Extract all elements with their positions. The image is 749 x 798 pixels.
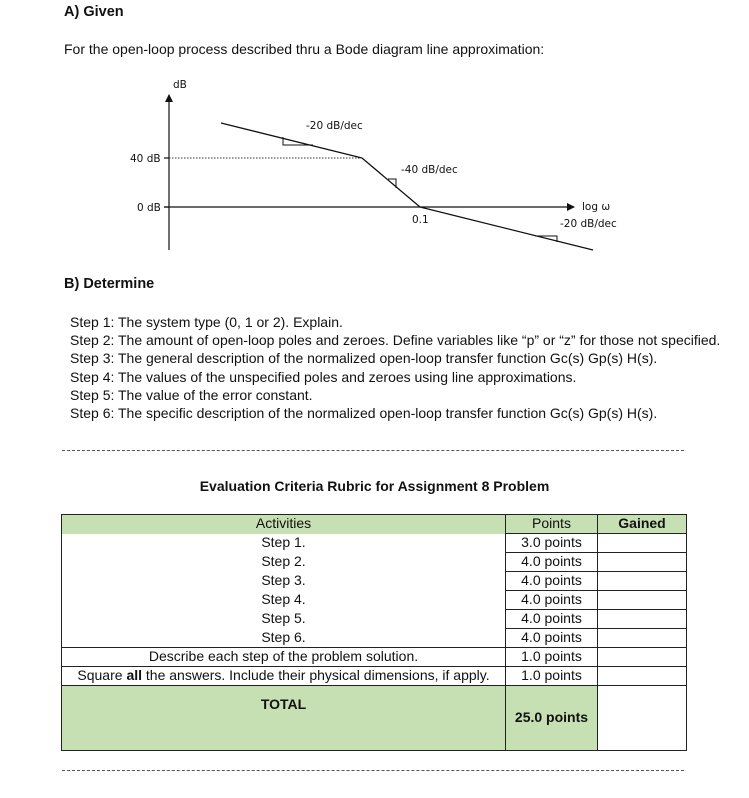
table-row	[62, 553, 687, 572]
gained-cell[interactable]	[598, 591, 687, 610]
gained-cell[interactable]	[598, 610, 687, 629]
points-cell: 4.0 points	[506, 572, 598, 591]
gained-cell[interactable]	[598, 572, 687, 591]
gained-header: Gained	[598, 515, 687, 534]
rubric-title: Evaluation Criteria Rubric for Assignment 8 Problem	[199, 478, 550, 494]
y-axis-label: dB	[173, 79, 187, 91]
table-row	[62, 610, 687, 629]
points-cell: 4.0 points	[506, 553, 598, 572]
gained-cell[interactable]	[598, 553, 687, 572]
activity-cell: Step 3.	[62, 572, 506, 591]
step-item: Step 4: The values of the unspecified poles and zeroes using line approximations.	[70, 368, 577, 385]
step-item: Step 2: The amount of open-loop poles and zeroes. Define variables like “p” or “z” for those not specified.	[70, 332, 721, 349]
total-points: 25.0 points	[506, 686, 598, 751]
table-row	[62, 667, 687, 686]
points-cell: 3.0 points	[506, 534, 598, 553]
x-axis-label: log ω	[582, 201, 611, 213]
step-item: Step 5: The value of the error constant.	[70, 386, 313, 403]
square-suffix: the answers. Include their physical dimensions, if apply.	[142, 667, 490, 684]
points-cell: 4.0 points	[506, 591, 598, 610]
rubric-table	[61, 514, 687, 751]
activity-cell: Step 2.	[62, 553, 506, 572]
freq-tick-label: 0.1	[412, 214, 429, 226]
table-row	[62, 591, 687, 610]
activity-cell: Describe each step of the problem solution.	[62, 648, 506, 667]
step-item: Step 1: The system type (0, 1 or 2). Explain.	[70, 314, 343, 330]
activity-cell: Step 1.	[62, 534, 506, 553]
points-cell: 4.0 points	[506, 610, 598, 629]
bode-diagram	[0, 0, 749, 270]
divider	[62, 450, 684, 451]
steps-list	[70, 313, 720, 422]
gained-cell[interactable]	[598, 667, 687, 686]
step-item: Step 3: The general description of the normalized open-loop transfer function Gc(s) Gp(s) H(s).	[70, 350, 658, 367]
section-b-heading: B) Determine	[64, 276, 155, 292]
points-cell: 1.0 points	[506, 667, 598, 686]
activity-cell: Step 5.	[62, 610, 506, 629]
divider	[62, 770, 684, 771]
total-row	[62, 686, 687, 751]
square-prefix: Square	[77, 667, 127, 684]
total-gained-cell[interactable]	[598, 686, 687, 751]
slope-1-label: -20 dB/dec	[306, 120, 363, 132]
gained-cell[interactable]	[598, 534, 687, 553]
slope-2-label: -40 dB/dec	[401, 164, 458, 176]
square-bold-word: all	[126, 667, 143, 684]
section-a-intro: For the open-loop process described thru a Bode diagram line approximation:	[64, 41, 545, 57]
table-row	[62, 534, 687, 553]
points-cell: 1.0 points	[506, 648, 598, 667]
table-row	[62, 629, 687, 648]
gained-cell[interactable]	[598, 629, 687, 648]
step-item: Step 6: The specific description of the normalized open-loop transfer function Gc(s) Gp(s) H(s).	[70, 405, 658, 422]
slope-3-label: -20 dB/dec	[560, 218, 617, 230]
section-a-heading: A) Given	[64, 4, 124, 20]
points-cell: 4.0 points	[506, 629, 598, 648]
table-row	[62, 648, 687, 667]
table-row	[62, 572, 687, 591]
activity-cell	[62, 667, 506, 686]
rubric-header-row	[62, 515, 687, 534]
activity-cell: Step 6.	[62, 629, 506, 648]
activities-header: Activities	[62, 515, 506, 534]
slope-triangle-1	[283, 137, 313, 145]
points-header: Points	[506, 515, 598, 534]
gained-cell[interactable]	[598, 648, 687, 667]
total-label: TOTAL	[62, 686, 506, 751]
activity-cell: Step 4.	[62, 591, 506, 610]
level-0db-label: 0 dB	[137, 202, 161, 214]
level-40db-label: 40 dB	[130, 153, 161, 165]
